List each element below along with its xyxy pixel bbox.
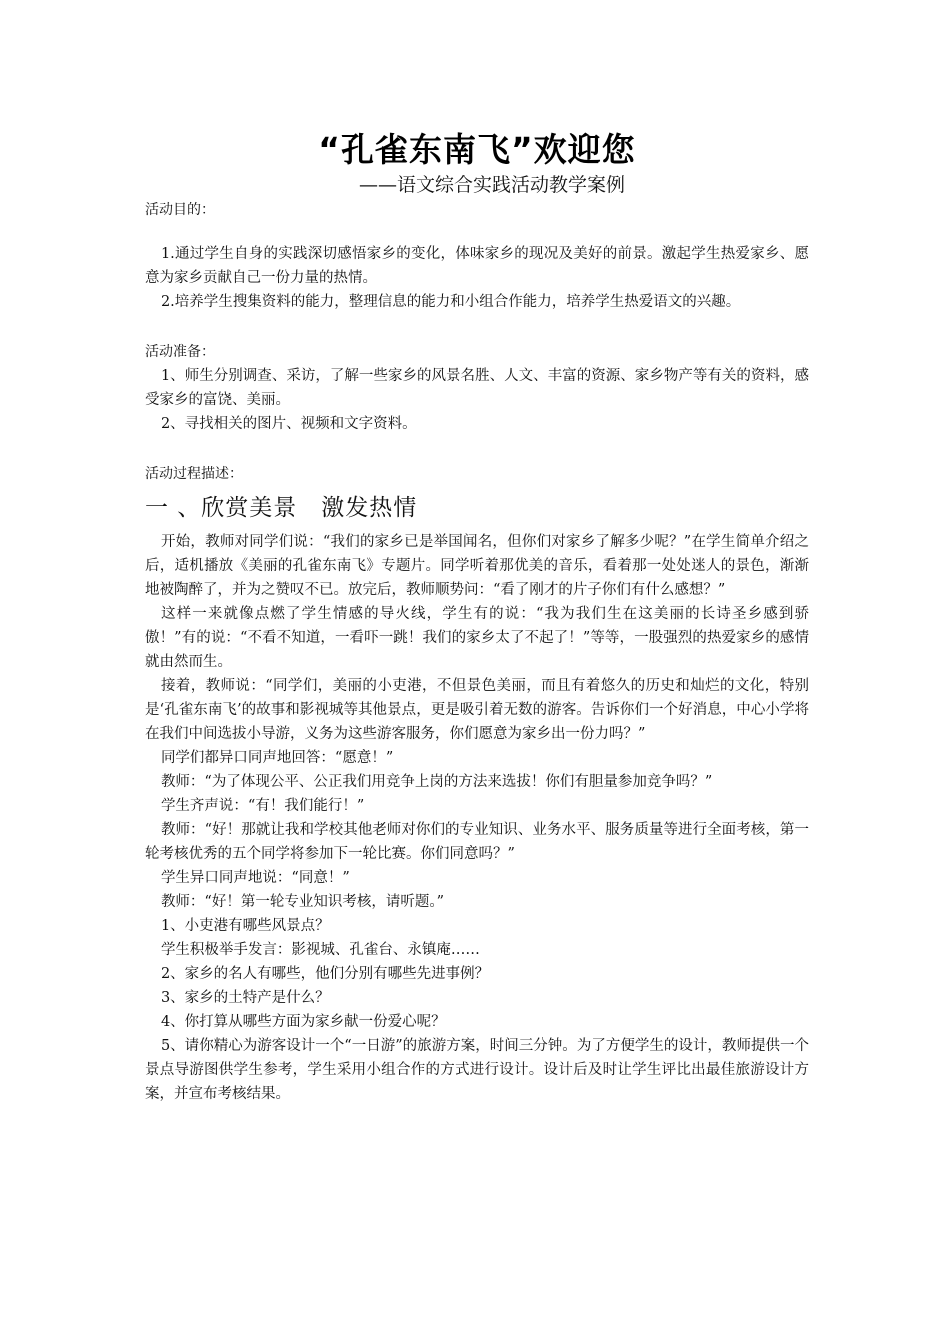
process-paragraph: 教师：“好！那就让我和学校其他老师对你们的专业知识、业务水平、服务质量等进行全面考核，第一轮考核优秀的五个同学将参加下一轮比赛。你们同意吗？” <box>145 822 809 862</box>
purpose-item: 2.培养学生搜集资料的能力，整理信息的能力和小组合作能力，培养学生热爱语文的兴趣。 <box>160 294 741 310</box>
process-paragraph: 学生齐声说：“有！我们能行！” <box>160 798 365 814</box>
process-paragraph: 教师：“好！第一轮专业知识考核，请听题。” <box>160 894 445 910</box>
process-paragraph: 这样一来就像点燃了学生情感的导火线，学生有的说：“我为我们生在这美丽的长诗圣乡感到骄傲！”有的说：“不看不知道，一看吓一跳！我们的家乡太了不起了！”等等，一股强烈的热爱家乡的感情就由然而生。 <box>145 606 809 670</box>
purpose-label: 活动目的： <box>145 202 215 218</box>
question-item: 3、家乡的土特产是什么？ <box>160 990 330 1006</box>
purpose-item: 1.通过学生自身的实践深切感悟家乡的变化，体味家乡的现况及美好的前景。激起学生热爱家乡、愿意为家乡贡献自己一份力量的热情。 <box>145 246 809 286</box>
process-label: 活动过程描述： <box>145 466 243 482</box>
process-paragraph: 学生积极举手发言：影视城、孔雀台、永镇庵…… <box>160 942 480 958</box>
question-item: 1、小吏港有哪些风景点？ <box>160 918 330 934</box>
process-paragraph: 教师：“为了体现公平、公正我们用竞争上岗的方法来选拔！你们有胆量参加竞争吗？” <box>160 774 713 790</box>
document-page <box>145 128 809 1106</box>
question-item: 5、请你精心为游客设计一个“一日游”的旅游方案，时间三分钟。为了方便学生的设计，教师提供一个景点导游图供学生参考，学生采用小组合作的方式进行设计。设计后及时让学生评比出最佳旅游设计方案，并宣布考核结果。 <box>145 1038 809 1102</box>
preparation-item: 1、师生分别调查、采访，了解一些家乡的风景名胜、人文、丰富的资源、家乡物产等有关的资料，感受家乡的富饶、美丽。 <box>145 368 809 408</box>
document-title: “孔雀东南飞”欢迎您 <box>318 130 636 169</box>
spacer <box>145 222 809 242</box>
preparation-item: 2、寻找相关的图片、视频和文字资料。 <box>160 416 417 432</box>
spacer <box>145 436 809 462</box>
preparation-label: 活动准备： <box>145 344 215 360</box>
process-paragraph: 学生异口同声地说：“同意！” <box>160 870 350 886</box>
process-paragraph: 同学们都异口同声地回答：“愿意！” <box>160 750 394 766</box>
process-paragraph: 开始，教师对同学们说：“我们的家乡已是举国闻名，但你们对家乡了解多少呢？”在学生简单介绍之后，适机播放《美丽的孔雀东南飞》专题片。同学听着那优美的音乐，看着那一处处迷人的景色，渐渐地被陶醉了，并为之赞叹不已。放完后，教师顺势问：“看了刚才的片子你们有什么感想？” <box>145 534 809 598</box>
spacer <box>145 314 809 340</box>
question-item: 4、你打算从哪些方面为家乡献一份爱心呢？ <box>160 1014 446 1030</box>
question-item: 2、家乡的名人有哪些，他们分别有哪些先进事例？ <box>160 966 490 982</box>
document-subtitle: ——语文综合实践活动教学案例 <box>358 174 625 196</box>
process-paragraph: 接着，教师说：“同学们，美丽的小吏港，不但景色美丽，而且有着悠久的历史和灿烂的文化，特别是‘孔雀东南飞’的故事和影视城等其他景点，更是吸引着无数的游客。告诉你们一个好消息，中心小学将在我们中间选拔小导游，义务为这些游客服务，你们愿意为家乡出一份力吗？” <box>145 678 809 742</box>
section-heading: 一 、欣赏美景 激发热情 <box>145 495 418 521</box>
